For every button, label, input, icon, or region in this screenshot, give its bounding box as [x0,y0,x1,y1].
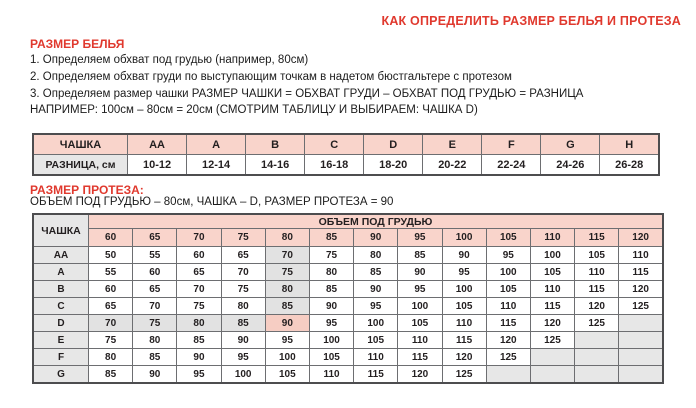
underwear-section-heading: РАЗМЕР БЕЛЬЯ [30,37,125,51]
size-table-column-header: 105 [486,229,530,247]
size-table-value-cell: 80 [177,315,221,332]
cup-table-value-cell: 12-14 [187,155,246,176]
cup-table-value-cell: 18-20 [364,155,423,176]
size-table-cup-label: F [33,349,89,366]
size-table-value-cell: 95 [486,247,530,264]
size-table-value-cell: 110 [530,281,574,298]
size-table-column-header: 110 [530,229,574,247]
size-table-column-header: 60 [89,229,133,247]
cup-table-value-cell: 16-18 [305,155,364,176]
table-row [33,281,663,298]
size-table-column-header: 115 [575,229,619,247]
size-table-value-cell: 100 [486,264,530,281]
size-table-value-cell: 90 [265,315,309,332]
size-table-value-cell [575,366,619,384]
size-table-value-cell: 60 [133,264,177,281]
table-row [33,298,663,315]
size-table-value-cell [619,366,663,384]
size-table-value-cell: 60 [89,281,133,298]
size-table-value-cell: 80 [221,298,265,315]
size-table-value-cell: 80 [133,332,177,349]
table-row [33,264,663,281]
size-table-value-cell: 100 [309,332,353,349]
table-row [33,366,663,384]
size-table-value-cell: 55 [133,247,177,264]
size-table-cup-label: D [33,315,89,332]
size-table-value-cell: 120 [486,332,530,349]
size-table-column-header: 100 [442,229,486,247]
size-table-value-cell: 70 [265,247,309,264]
size-table-value-cell: 120 [619,281,663,298]
size-table-value-cell: 95 [398,281,442,298]
cup-table-value-cell: 26-28 [600,155,659,176]
size-table-value-cell: 75 [133,315,177,332]
size-table-value-cell: 65 [133,281,177,298]
size-table-cup-label: A [33,264,89,281]
instruction-line-1: 1. Определяем обхват под грудью (например, 80см) [30,54,309,66]
size-table-value-cell: 95 [442,264,486,281]
size-table-value-cell: 80 [309,264,353,281]
table-row [33,349,663,366]
size-table-value-cell: 100 [398,298,442,315]
size-table-value-cell: 125 [442,366,486,384]
instruction-line-2: 2. Определяем обхват груди по выступающим точкам в надетом бюстгальтере с протезом [30,70,512,83]
prosthesis-example-line: ОБЪЕМ ПОД ГРУДЬЮ – 80см, ЧАШКА – D, РАЗМЕР ПРОТЕЗА = 90 [30,196,394,208]
size-table-column-header: 70 [177,229,221,247]
size-table-value-cell: 90 [221,332,265,349]
size-table-value-cell: 110 [575,264,619,281]
size-table-cup-label: B [33,281,89,298]
size-table-value-cell: 120 [442,349,486,366]
cup-table-header-cell: H [600,134,659,155]
instruction-line-3: 3. Определяем размер чашки РАЗМЕР ЧАШКИ = ОБХВАТ ГРУДИ – ОБХВАТ ПОД ГРУДЬЮ = РАЗНИЦА [30,87,584,100]
prosthesis-size-table [32,213,664,384]
size-table-value-cell [619,315,663,332]
size-table-value-cell: 70 [133,298,177,315]
size-table-value-cell: 70 [221,264,265,281]
table-row [33,134,659,155]
cup-table-value-cell: 24-26 [541,155,600,176]
instruction-line-4: НАПРИМЕР: 100см – 80см = 20см (СМОТРИМ ТАБЛИЦУ И ВЫБИРАЕМ: ЧАШКА D) [30,104,478,117]
size-table-value-cell [530,366,574,384]
prosthesis-section-heading: РАЗМЕР ПРОТЕЗА: [30,183,144,197]
size-table-column-header: 80 [265,229,309,247]
table-row [33,155,659,176]
cup-table-header-cell: AA [128,134,187,155]
size-table-value-cell: 85 [133,349,177,366]
size-table-value-cell: 115 [530,298,574,315]
size-table-value-cell: 125 [530,332,574,349]
cup-table-value-cell: 22-24 [482,155,541,176]
cup-table-header-cell: D [364,134,423,155]
cup-table-header-cell: ЧАШКА [33,134,128,155]
size-table-value-cell: 85 [398,247,442,264]
size-table-value-cell: 65 [221,247,265,264]
size-table-value-cell: 65 [89,298,133,315]
table-row [33,315,663,332]
size-table-column-header: 85 [309,229,353,247]
size-table-value-cell: 85 [177,332,221,349]
size-table-value-cell: 115 [442,332,486,349]
document-title: КАК ОПРЕДЕЛИТЬ РАЗМЕР БЕЛЬЯ И ПРОТЕЗА [381,14,681,28]
size-table-value-cell: 110 [398,332,442,349]
size-table-value-cell: 105 [309,349,353,366]
cup-table-header-cell: F [482,134,541,155]
size-table-value-cell: 90 [398,264,442,281]
size-table-cup-label: AA [33,247,89,264]
size-table-value-cell: 105 [486,281,530,298]
size-table-column-header: 90 [354,229,398,247]
size-table-value-cell: 90 [442,247,486,264]
size-table-value-cell: 110 [354,349,398,366]
size-table-value-cell: 90 [133,366,177,384]
size-table-value-cell: 90 [177,349,221,366]
cup-table-value-cell: 20-22 [423,155,482,176]
size-table-value-cell [619,349,663,366]
size-table-value-cell: 90 [354,281,398,298]
size-table-value-cell: 105 [530,264,574,281]
size-table-value-cell: 110 [309,366,353,384]
size-table-value-cell: 95 [221,349,265,366]
size-table-value-cell: 80 [354,247,398,264]
size-table-cup-label: C [33,298,89,315]
size-table-column-header: 95 [398,229,442,247]
size-table-value-cell: 90 [309,298,353,315]
size-table-value-cell: 75 [177,298,221,315]
size-table-value-cell: 85 [221,315,265,332]
size-table-value-cell: 100 [265,349,309,366]
cup-table-value-cell: 14-16 [246,155,305,176]
size-table-value-cell: 100 [442,281,486,298]
size-table-value-cell [530,349,574,366]
underwear-instructions [30,52,583,119]
size-table-value-cell: 70 [177,281,221,298]
size-table-value-cell: 110 [486,298,530,315]
cup-table-header-cell: C [305,134,364,155]
table-row [33,229,663,247]
cup-table-header-cell: A [187,134,246,155]
cup-table-header-cell: G [541,134,600,155]
size-table-value-cell: 85 [265,298,309,315]
size-table-column-header: 65 [133,229,177,247]
cup-table-row-label: РАЗНИЦА, см [33,155,128,176]
size-table-value-cell: 110 [442,315,486,332]
size-table-value-cell: 75 [309,247,353,264]
size-table-cup-label: G [33,366,89,384]
size-table-value-cell: 95 [309,315,353,332]
size-table-value-cell: 85 [309,281,353,298]
size-table-corner-label: ЧАШКА [33,214,89,247]
size-table-value-cell: 105 [354,332,398,349]
size-table-value-cell: 60 [177,247,221,264]
size-table-value-cell [575,349,619,366]
table-row [33,214,663,229]
size-table-value-cell: 65 [177,264,221,281]
size-table-value-cell: 115 [486,315,530,332]
size-table-value-cell [619,332,663,349]
size-table-value-cell: 105 [575,247,619,264]
size-table-value-cell: 100 [530,247,574,264]
table-row [33,332,663,349]
cup-table-header-cell: B [246,134,305,155]
size-table-value-cell: 120 [398,366,442,384]
size-table-value-cell: 95 [354,298,398,315]
size-table-value-cell: 110 [619,247,663,264]
size-table-value-cell: 115 [354,366,398,384]
size-table-value-cell: 105 [398,315,442,332]
size-table-value-cell: 115 [398,349,442,366]
size-table-value-cell: 120 [575,298,619,315]
size-table-value-cell: 105 [265,366,309,384]
cup-table-value-cell: 10-12 [128,155,187,176]
size-table-value-cell: 55 [89,264,133,281]
size-table-value-cell: 105 [442,298,486,315]
size-table-value-cell: 80 [265,281,309,298]
cup-table-header-cell: E [423,134,482,155]
size-table-value-cell: 95 [177,366,221,384]
size-table-value-cell: 75 [89,332,133,349]
size-table-value-cell: 95 [265,332,309,349]
size-table-value-cell: 50 [89,247,133,264]
size-table-band-header: ОБЪЕМ ПОД ГРУДЬЮ [89,214,664,229]
size-table-value-cell: 125 [575,315,619,332]
size-table-value-cell: 120 [530,315,574,332]
table-row [33,247,663,264]
size-table-value-cell: 70 [89,315,133,332]
size-table-value-cell [486,366,530,384]
size-table-value-cell: 85 [89,366,133,384]
size-table-column-header: 120 [619,229,663,247]
size-table-cup-label: E [33,332,89,349]
size-table-value-cell: 100 [354,315,398,332]
size-table-value-cell: 75 [221,281,265,298]
size-table-value-cell: 75 [265,264,309,281]
size-table-value-cell: 125 [486,349,530,366]
size-table-value-cell: 115 [575,281,619,298]
size-table-value-cell: 80 [89,349,133,366]
size-table-value-cell [575,332,619,349]
cup-size-table [32,133,660,176]
size-table-value-cell: 85 [354,264,398,281]
size-table-value-cell: 125 [619,298,663,315]
size-table-value-cell: 115 [619,264,663,281]
size-table-column-header: 75 [221,229,265,247]
size-table-value-cell: 100 [221,366,265,384]
